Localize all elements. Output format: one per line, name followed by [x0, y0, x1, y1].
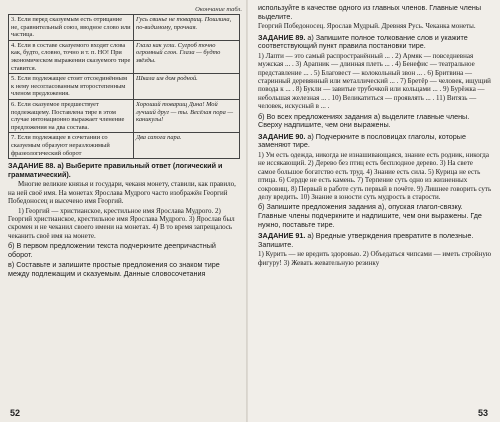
rule-cell: 5. Если подлежащее стоит отсоединённым к нему несогласованным второстепенным членом предложения.	[9, 74, 134, 100]
rules-table-row	[9, 15, 240, 41]
rules-table	[8, 14, 240, 159]
example-cell: Глаза как угли. Сугроб точно огромный слон. Глаза — будто звёзды.	[134, 40, 240, 73]
task-88-subtask-c: в) Составьте и запишите простые предложения со знаком тире между подлежащим и сказуемым. Данные словосочетания	[8, 260, 220, 278]
rule-cell: 6. Если сказуемое предшествует подлежащему. Поставлена тире в этом случае интонационно выражает членение предложения на два состава.	[9, 99, 134, 132]
left-page	[0, 0, 248, 422]
rule-cell: 4. Если в составе сказуемого входят слова как, будто, словно, точно и т. п. НО! При экономическом выражении сказуемого тире ставится.	[9, 40, 134, 73]
task-90-list: 1) Ум есть одежда, никогда не изнашивающаяся, знание есть родник, никогда не иссякающий. 2) Дерево без птиц есть бесплодное дерево. 3) На свете самое большое богатство есть труд. 4) Знание есть сила. 5) Курица не есть птица. 6) Сердце не есть камень. 7) Терпение суть одно из жизненных сокровищ. 8) Первый в работе суть первый в почёте. 9) Лишнее говорить суть делу вредить. 10) Знание в юности суть мудрость в старости.	[258, 151, 492, 202]
right-page	[248, 0, 500, 422]
task-88-subtask-b: б) В первом предложении текста подчеркните деепричастный оборот.	[8, 241, 216, 259]
page-number-right: 53	[477, 408, 488, 418]
rules-table-row	[9, 40, 240, 73]
task-88-text: Многие великие князья и государи, чеканя монету, ставили, как правило, на ней своё имя. На монетах Ярослава Мудрого часто изображён Георгий Победоносец и высечено имя Георгий.	[8, 180, 236, 206]
task-89-title: ЗАДАНИЕ 89. а) Запишите полное толкование слов и укажите соответствующий пункт правила постановки тире.	[258, 32, 468, 51]
table-caption: Окончание табл.	[195, 6, 242, 13]
example-cell: Шкала им дом родной.	[134, 74, 240, 100]
example-cell: Два сапога пара.	[134, 133, 240, 159]
task-89-list: 1) Лапти — это самый распространённый ... . 2) Армяк — повседневная мужская ... . 3) Арапник — длинная плеть ... . 4) Бенефис — театральное представление ... . 5) Благовест — колокольный звон ... . 6) Бритвина — старинный деревянный или металлический ... . 7) Бретёр — человек, ищущий повода к ... . 8) Букли — завитые трубочкой или кольцами ... . 9) Бурёжка — небольшая железная ... . 10) Великатиться — проявлять ... . 11) Витязь — человек, искусный в ... .	[258, 51, 491, 111]
rules-table-row	[9, 74, 240, 100]
task-88-phrases: Георгий Победоносец. Ярослав Мудрый. Древняя Русь. Чеканка монеты.	[258, 22, 476, 31]
rules-table-row	[9, 99, 240, 132]
task-88-continuation: используйте в качестве одного из главных членов. Главные члены выделите.	[258, 3, 481, 21]
task-91-list: 1) Курить — не вредить здоровью. 2) Объедаться чипсами — иметь стройную фигуру! 3) Жевать жевательную резинку	[258, 250, 492, 267]
page-number-left: 52	[10, 408, 21, 418]
task-88-options: 1) Георгий — христианское, крестильное имя Ярослава Мудрого. 2) Георгий христианское, крестильное имя Ярослава Мудрого. 3) Ярослав был скромен и не чеканил своего имени на монетах. 4) В то время запрещалось чеканить своё имя на монете.	[8, 206, 235, 240]
task-90-title: ЗАДАНИЕ 90. а) Подчеркните в пословицах глаголы, которые заменяют тире.	[258, 131, 466, 150]
rule-cell: 3. Если перед сказуемым есть отрицание не, сравнительный союз, вводное слово или частица.	[9, 15, 134, 41]
task-88-title: ЗАДАНИЕ 88. а) Выберите правильный ответ (логический и грамматический).	[8, 161, 223, 179]
task-90-subtask-b: б) Запишите предложения задания а), опуская глагол-связку. Главные члены подчеркните и надпишите, чем они выражены. Где нужно, поставьте тире.	[258, 202, 482, 229]
example-cell: Хороший товарищ Дина! Мой лучший друг — ты. Весёлая пора — каникулы!	[134, 99, 240, 132]
rule-cell: 7. Если подлежащее в сочетании со сказуемым образуют неразложимый фразеологический оборот	[9, 133, 134, 159]
rules-table-row	[9, 133, 240, 159]
task-89-subtask-b: б) Во всех предложениях задания а) выделите главные члены. Сверху надпишите, чем они выражены.	[258, 111, 470, 130]
task-91-title: ЗАДАНИЕ 91. а) Вредные утверждения превратите в полезные. Запишите.	[258, 231, 474, 249]
example-cell: Гусь свинье не товарищ. Пошлина, по-видимому, прочная.	[134, 15, 240, 41]
